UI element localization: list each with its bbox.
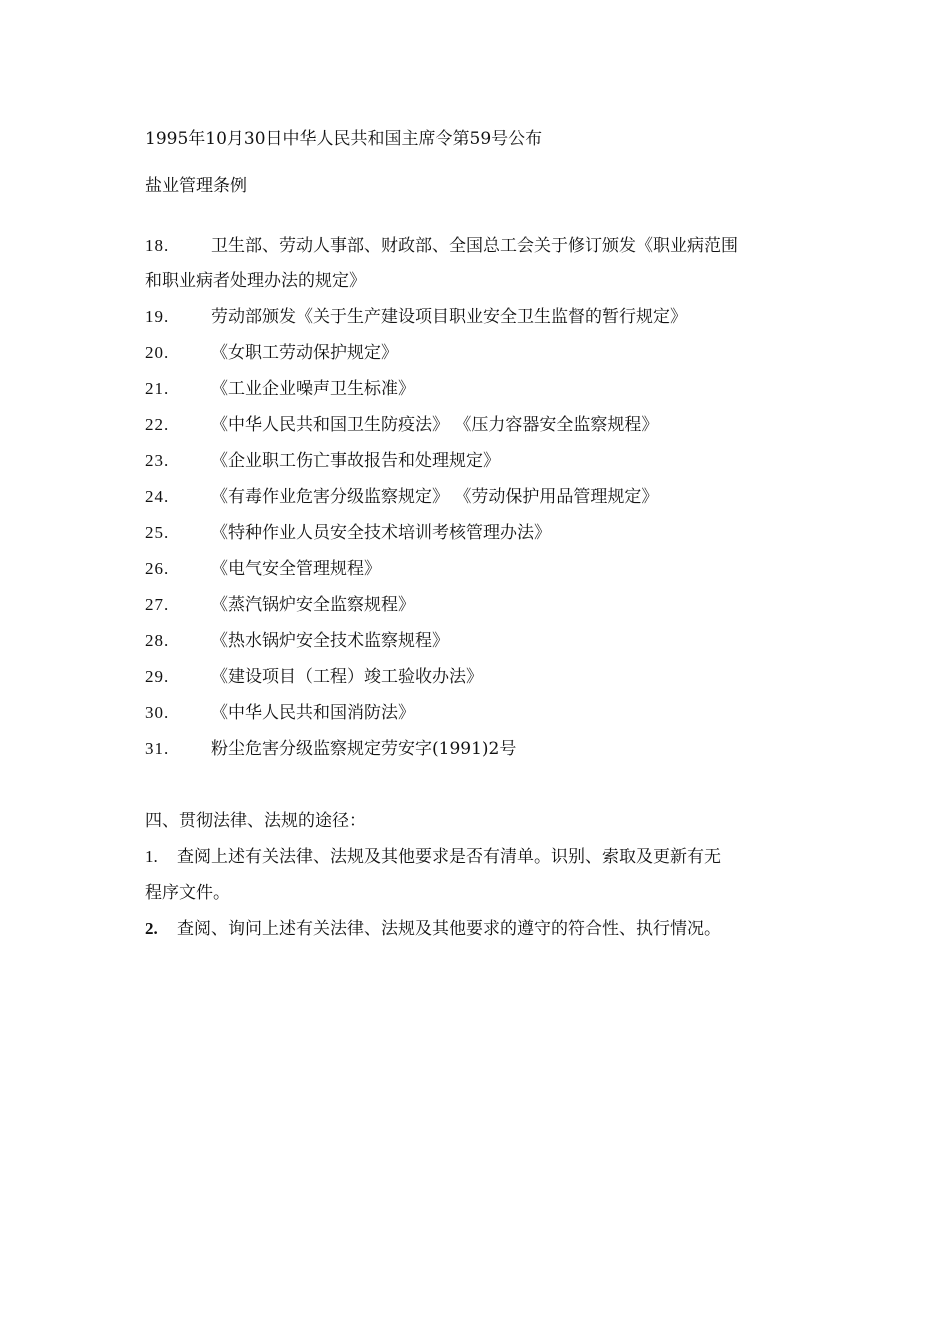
item-text: 《女职工劳动保护规定》 (211, 343, 398, 363)
decree-line: 1995年10月30日中华人民共和国主席令第59号公布 (145, 129, 543, 149)
method-text-cont: 程序文件。 (145, 883, 230, 903)
section-heading: 四、贯彻法律、法规的途径： (145, 811, 366, 831)
list-item (145, 378, 825, 400)
item-number: 31. (145, 739, 170, 758)
item-text: 《特种作业人员安全技术培训考核管理办法》 (211, 523, 551, 543)
list-item (145, 666, 825, 688)
item-text: 劳动部颁发《关于生产建设项目职业安全卫生监督的暂行规定》 (211, 307, 687, 327)
item-text: 《建设项目（工程）竣工验收办法》 (211, 667, 483, 687)
item-number: 30. (145, 703, 170, 722)
list-item (145, 450, 825, 472)
method-item-continuation (145, 882, 825, 904)
list-item (145, 558, 825, 580)
list-item (145, 342, 825, 364)
document-page (145, 0, 825, 1344)
method-item (145, 846, 825, 868)
item-number: 22. (145, 415, 170, 434)
item-number: 24. (145, 487, 170, 506)
item-text: 《企业职工伤亡事故报告和处理规定》 (211, 451, 500, 471)
item-number: 28. (145, 631, 170, 650)
list-item (145, 235, 825, 257)
item-text: 《蒸汽锅炉安全监察规程》 (211, 595, 415, 615)
item-text: 《工业企业噪声卫生标准》 (211, 379, 415, 399)
item-number: 19. (145, 307, 170, 326)
item-text: 卫生部、劳动人事部、财政部、全国总工会关于修订颁发《职业病范围 (211, 236, 738, 256)
method-item (145, 918, 825, 940)
list-item (145, 738, 825, 760)
list-item (145, 486, 825, 508)
item-number: 20. (145, 343, 170, 362)
list-item-continuation (145, 270, 825, 292)
item-text: 《中华人民共和国消防法》 (211, 703, 415, 723)
method-number: 2. (145, 919, 158, 938)
list-item (145, 630, 825, 652)
item-number: 23. (145, 451, 170, 470)
item-number: 21. (145, 379, 170, 398)
item-text: 《中华人民共和国卫生防疫法》 《压力容器安全监察规程》 (211, 415, 659, 435)
item-number: 29. (145, 667, 170, 686)
item-number: 25. (145, 523, 170, 542)
method-text: 查阅、询问上述有关法律、法规及其他要求的遵守的符合性、执行情况。 (177, 919, 721, 939)
list-item (145, 594, 825, 616)
regulation-title: 盐业管理条例 (145, 176, 247, 196)
list-item (145, 702, 825, 724)
list-item (145, 414, 825, 436)
item-number: 18. (145, 236, 170, 255)
list-item (145, 306, 825, 328)
item-text: 《有毒作业危害分级监察规定》 《劳动保护用品管理规定》 (211, 487, 659, 507)
list-item (145, 522, 825, 544)
method-number: 1. (145, 847, 158, 866)
item-number: 26. (145, 559, 170, 578)
method-text: 查阅上述有关法律、法规及其他要求是否有清单。识别、索取及更新有无 (177, 847, 721, 867)
item-text-cont: 和职业病者处理办法的规定》 (145, 271, 366, 291)
item-text: 《热水锅炉安全技术监察规程》 (211, 631, 449, 651)
item-text: 《电气安全管理规程》 (211, 559, 381, 579)
item-number: 27. (145, 595, 170, 614)
item-text: 粉尘危害分级监察规定劳安字(1991)2号 (211, 739, 517, 759)
